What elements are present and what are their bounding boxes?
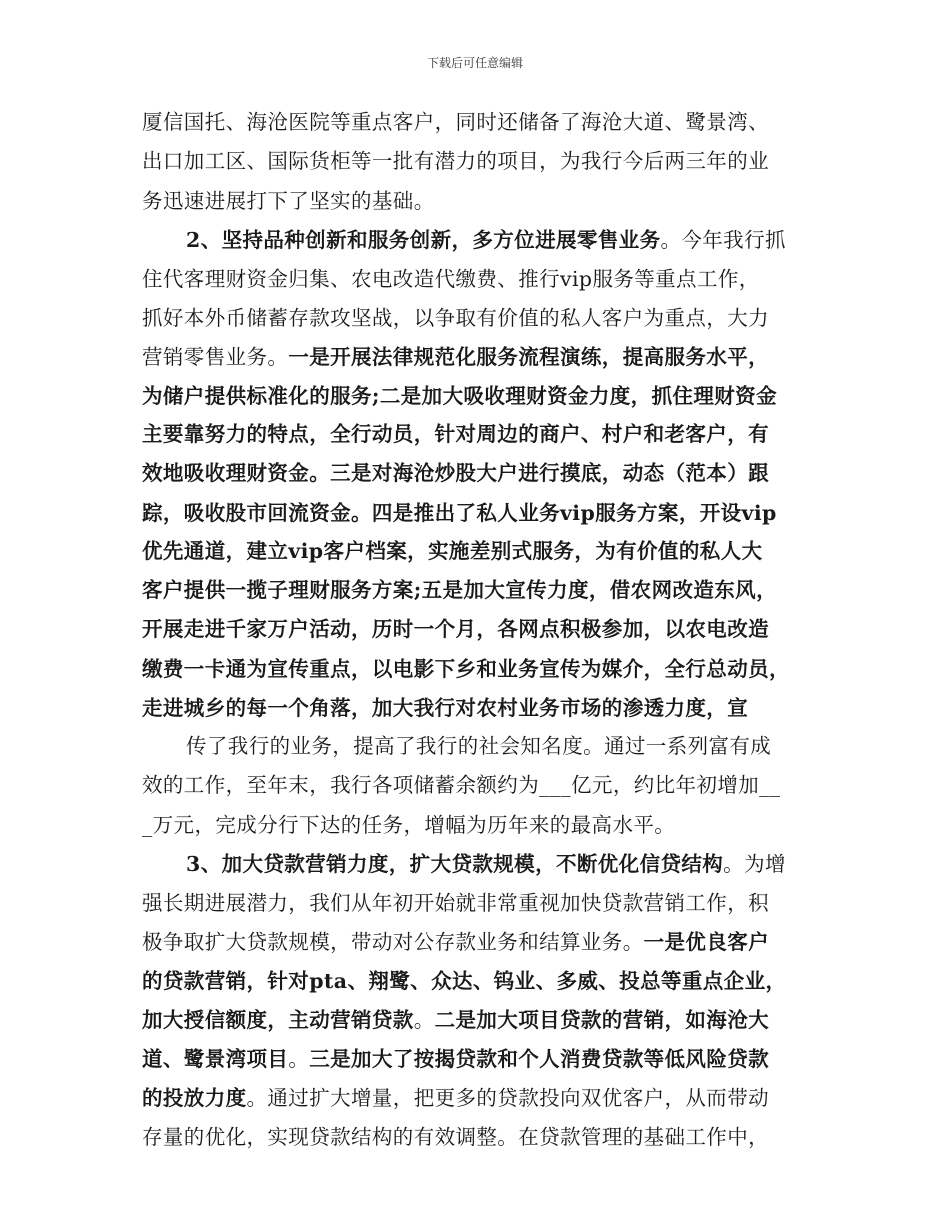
- bold-text-segment: 一是优良客户: [643, 930, 770, 954]
- bold-text-segment: 一是开展法律规范化服务流程演练，提高服务水平，: [288, 345, 770, 369]
- text-line: [142, 462, 769, 484]
- bold-text-segment: 主要靠努力的特点，全行动员，针对周边的商户、村户和老客户，有: [142, 422, 769, 446]
- text-line: [142, 970, 786, 992]
- text-line: [142, 931, 769, 953]
- text-line: [142, 1087, 769, 1109]
- text-segment: 效的工作，至年末，我行各项储蓄余额约为___亿元，约比年初增加__: [142, 773, 781, 797]
- text-line: [142, 658, 790, 680]
- text-segment: 抓好本外币储蓄存款攻坚战，以争取有价值的私人客户为重点，大力: [142, 306, 769, 330]
- text-line: [186, 853, 786, 875]
- bold-text-segment: 的贷款营销，针对pta、翔鹭、众达、钨业、多威、投总等重点企业，: [142, 969, 787, 993]
- bold-text-segment: 3、加大贷款营销力度，扩大贷款规模，不断优化信贷结构: [186, 852, 724, 876]
- bold-text-segment: 客户提供一揽子理财服务方案;五是加大宣传力度，借农网改造东风，: [142, 578, 777, 602]
- page-header: 下载后可任意编辑: [426, 56, 523, 70]
- text-line: [142, 892, 769, 914]
- text-line: [142, 618, 769, 640]
- bold-text-segment: 加大授信额度，主动营销贷款: [142, 1008, 414, 1032]
- bold-text-segment: 2、坚持品种创新和服务创新，多方位进展零售业务: [186, 228, 661, 252]
- text-line: [142, 423, 769, 445]
- text-segment: 出口加工区、国际货柜等一批有潜力的项目，为我行今后两三年的业: [142, 149, 769, 173]
- bold-text-segment: 二是加大项目贷款的营销，如海沧大: [434, 1008, 770, 1032]
- text-line: [142, 150, 769, 172]
- bold-text-segment: 缴费一卡通为宣传重点，以电影下乡和业务宣传为媒介，全行总动员，: [142, 657, 790, 681]
- text-line: [142, 190, 435, 212]
- text-segment: 传了我行的业务，提高了我行的社会知名度。通过一系列富有成: [186, 734, 772, 758]
- bold-text-segment: 走进城乡的每一个角落，加大我行对农村业务市场的渗透力度，宣: [142, 696, 749, 720]
- text-line: [186, 735, 771, 757]
- text-line: [142, 268, 760, 290]
- text-line: [142, 346, 769, 368]
- text-segment: 。为增: [723, 852, 786, 876]
- text-segment: 。: [413, 1008, 435, 1032]
- text-segment: 。: [288, 1047, 310, 1071]
- bold-text-segment: 踪，吸收股市回流资金。四是推出了私人业务vip服务方案，开设vip: [142, 501, 777, 525]
- bold-text-segment: 道、鹭景湾项目: [142, 1047, 289, 1071]
- text-segment: 强长期进展潜力，我们从年初开始就非常重视加快贷款营销工作，积: [142, 891, 769, 915]
- bold-text-segment: 优先通道，建立vip客户档案，实施差别式服务，为有价值的私人大: [142, 539, 763, 563]
- text-line: [142, 1126, 769, 1148]
- text-line: [142, 502, 777, 524]
- text-line: [142, 385, 777, 407]
- text-segment: 极争取扩大贷款规模，带动对公存款业务和结算业务。: [142, 930, 644, 954]
- text-line: [142, 697, 748, 719]
- bold-text-segment: 为储户提供标准化的服务;二是加大吸收理财资金力度，抓住理财资金: [142, 384, 777, 408]
- text-segment: _万元，完成分行下达的任务，增幅为历年来的最高水平。: [142, 813, 676, 837]
- bold-text-segment: 的投放力度: [142, 1086, 247, 1110]
- text-segment: 厦信国托、海沧医院等重点客户，同时还储备了海沧大道、鹭景湾、: [142, 110, 769, 134]
- text-line: [142, 111, 769, 133]
- text-line: [142, 1009, 769, 1031]
- text-segment: 。今年我行抓: [660, 228, 786, 252]
- text-segment: 住代客理财资金归集、农电改造代缴费、推行vip服务等重点工作，: [142, 267, 760, 291]
- text-segment: 务迅速进展打下了坚实的基础。: [142, 189, 435, 213]
- text-line: [142, 540, 762, 562]
- bold-text-segment: 开展走进千家万户活动，历时一个月，各网点积极参加，以农电改造: [142, 617, 769, 641]
- text-line: [142, 1048, 769, 1070]
- text-segment: 。通过扩大增量，把更多的贷款投向双优客户，从而带动: [246, 1086, 769, 1110]
- text-line: [142, 774, 780, 796]
- text-segment: 存量的优化，实现贷款结构的有效调整。在贷款管理的基础工作中，: [142, 1125, 769, 1149]
- text-line: [142, 579, 777, 601]
- bold-text-segment: 效地吸收理财资金。三是对海沧炒股大户进行摸底，动态（范本）跟: [142, 461, 769, 485]
- text-line: [142, 307, 769, 329]
- bold-text-segment: 三是加大了按揭贷款和个人消费贷款等低风险贷款: [309, 1047, 770, 1071]
- text-line: [186, 229, 786, 251]
- text-line: [142, 814, 675, 836]
- text-segment: 营销零售业务。: [142, 345, 289, 369]
